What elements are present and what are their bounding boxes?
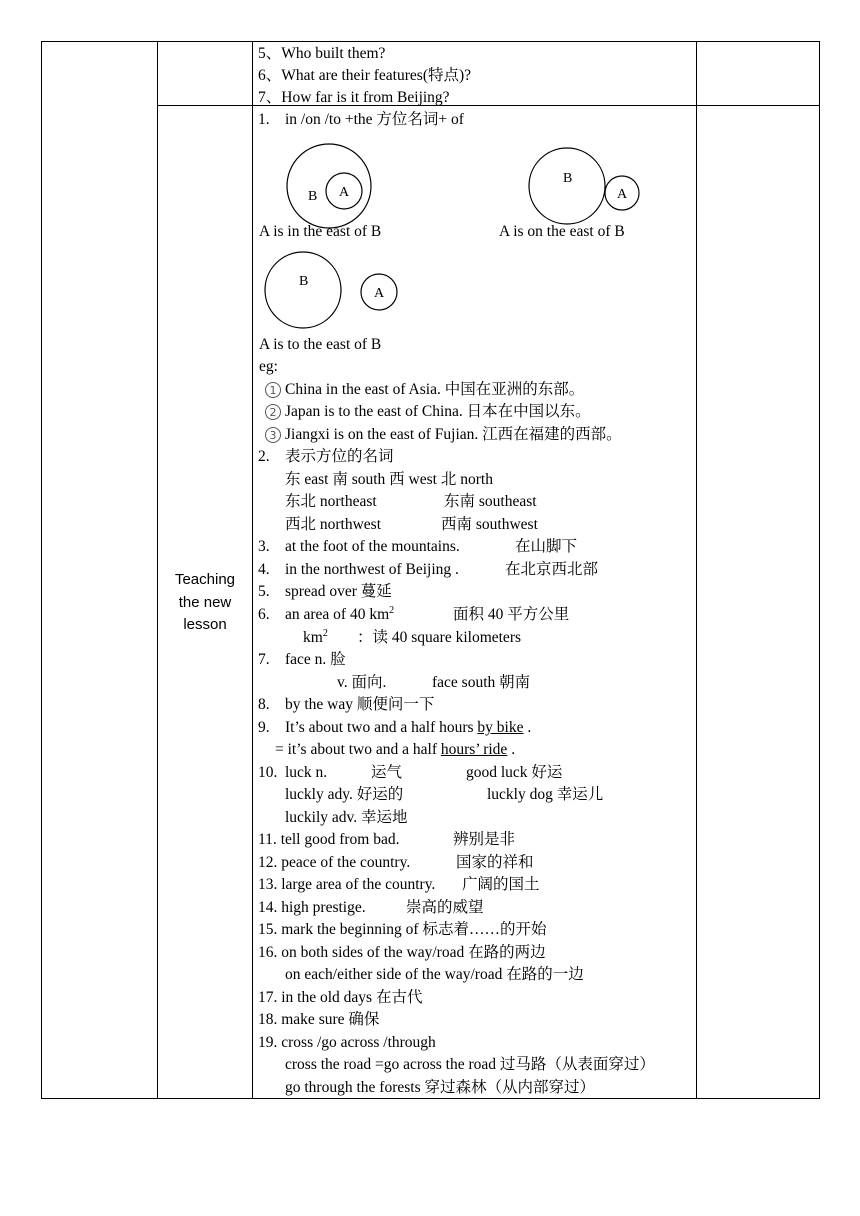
item-7-verb: v. 面向.: [337, 674, 387, 691]
directions-row-1: 东 east 南 south 西 west 北 north: [285, 471, 493, 488]
item-19-cross: cross the road =go across the road 过马路（从表面穿过）: [285, 1056, 655, 1073]
item-19-through: go through the forests 穿过森林（从内部穿过）: [285, 1079, 595, 1096]
item-6-english: [285, 606, 394, 624]
item-2-text: 表示方位的名词: [285, 448, 394, 465]
item-16: [258, 944, 546, 962]
label-b: B: [299, 274, 309, 289]
item-9b-underlined: hours’ ride: [440, 741, 508, 758]
item-3-english: at the foot of the mountains.: [285, 538, 460, 555]
item-5-text: spread over 蔓延: [285, 583, 392, 600]
item-10-luckly: luckly ady. 好运的: [285, 786, 404, 803]
item-7-example: face south 朝南: [432, 674, 531, 691]
item-15: [258, 921, 546, 939]
table-border-right: [819, 41, 820, 1099]
table-divider-2: [252, 41, 253, 1099]
diagram-on: [521, 144, 643, 228]
item-14-english: high prestige.: [281, 899, 366, 916]
item-1-text: in /on /to +the 方位名词+ of: [285, 111, 464, 128]
item-6-area: an area of 40 km: [285, 606, 390, 623]
example-1-text: China in the east of Asia. 中国在亚洲的东部。: [285, 381, 585, 398]
item-7-number: 7.: [258, 651, 270, 668]
item-7-noun: face n. 脸: [285, 651, 346, 668]
section-label: [158, 569, 252, 637]
question-5: 5、Who built them?: [258, 45, 386, 62]
label-line-1: Teaching: [174, 571, 236, 588]
item-6-number: 6.: [258, 606, 270, 623]
label-b: B: [308, 189, 318, 204]
caption-to: A is to the east of B: [259, 336, 382, 353]
superscript: 2: [322, 627, 328, 639]
direction-northwest: 西北 northwest: [285, 516, 382, 533]
item-9-underlined: by bike: [477, 719, 524, 736]
item-6-reading: ：读 40 square kilometers: [357, 629, 522, 646]
circle-number-3: 3: [265, 427, 281, 443]
item-9b-text: = it’s about two and a half: [275, 741, 441, 758]
circle-number-2: 2: [265, 404, 281, 420]
label-b: B: [563, 171, 573, 186]
item-12-english: peace of the country.: [281, 854, 411, 871]
direction-southeast: 东南 southeast: [444, 493, 537, 510]
table-border-top: [41, 41, 820, 42]
item-19: [258, 1034, 436, 1052]
diagram-in: [281, 141, 381, 233]
item-14: [258, 899, 366, 917]
item-3-number: 3.: [258, 538, 270, 555]
table-divider-3: [696, 41, 697, 1099]
label-a: A: [617, 187, 628, 202]
item-9-number: 9.: [258, 719, 270, 736]
example-3-text: Jiangxi is on the east of Fujian. 江西在福建的西部。: [285, 426, 622, 443]
caption-in: A is in the east of B: [259, 223, 382, 240]
circle-number-1: 1: [265, 382, 281, 398]
item-18-text: make sure 确保: [281, 1011, 380, 1028]
caption-on: A is on the east of B: [499, 223, 625, 240]
item-18-number: 18.: [258, 1011, 278, 1028]
item-19-text: cross /go across /through: [281, 1034, 436, 1051]
item-4-english: in the northwest of Beijing .: [285, 561, 459, 578]
lesson-table: [41, 41, 820, 1099]
item-6-chinese: 面积 40 平方公里: [453, 606, 570, 623]
item-10-luckily: luckily adv. 幸运地: [285, 809, 408, 826]
item-14-number: 14.: [258, 899, 278, 916]
question-6: 6、What are their features(特点)?: [258, 67, 472, 84]
item-8-number: 8.: [258, 696, 270, 713]
item-19-number: 19.: [258, 1034, 278, 1051]
item-13: [258, 876, 435, 894]
item-11-chinese: 辨别是非: [453, 831, 516, 848]
example-3: [265, 426, 622, 444]
item-10-number: 10.: [258, 764, 278, 781]
item-13-english: large area of the country.: [281, 876, 436, 893]
circle-b-large: [529, 148, 605, 224]
item-13-number: 13.: [258, 876, 278, 893]
item-16-line-2: on each/either side of the way/road 在路的一边: [285, 966, 584, 983]
item-12-number: 12.: [258, 854, 278, 871]
item-8-text: by the way 顺便问一下: [285, 696, 435, 713]
superscript: 2: [389, 604, 395, 616]
direction-northeast: 东北 northeast: [285, 493, 377, 510]
item-11-number: 11.: [258, 831, 277, 848]
table-border-left: [41, 41, 42, 1099]
item-9-line-2: [275, 741, 515, 759]
item-4-number: 4.: [258, 561, 270, 578]
item-5-number: 5.: [258, 583, 270, 600]
table-border-bottom: [41, 1098, 820, 1099]
circle-b-large: [287, 144, 371, 228]
item-3-chinese: 在山脚下: [515, 538, 578, 555]
label-line-3: lesson: [183, 616, 227, 633]
item-14-chinese: 崇高的威望: [406, 899, 484, 916]
row-divider: [157, 105, 820, 106]
item-9-end: .: [523, 719, 532, 736]
label-a: A: [339, 185, 350, 200]
item-10-luck-cn: 运气: [371, 764, 403, 781]
label-line-2: the new: [178, 593, 232, 611]
item-10-luckly-dog: luckly dog 幸运儿: [487, 786, 604, 803]
item-12: [258, 854, 410, 872]
item-15-text: mark the beginning of 标志着……的开始: [281, 921, 547, 938]
item-18: [258, 1011, 379, 1029]
item-13-chinese: 广阔的国土: [462, 876, 540, 893]
eg-label: eg:: [259, 358, 278, 375]
item-9-line-1: [285, 719, 531, 737]
item-2-number: 2.: [258, 448, 270, 465]
item-6-unit: [303, 629, 328, 647]
label-a: A: [374, 286, 385, 301]
question-7: 7、How far is it from Beijing?: [258, 89, 450, 106]
example-1: [265, 381, 584, 399]
item-17-number: 17.: [258, 989, 278, 1006]
unit-km: km: [303, 629, 323, 646]
direction-southwest: 西南 southwest: [441, 516, 538, 533]
diagram-to: [259, 249, 405, 331]
example-2-text: Japan is to the east of China. 日本在中国以东。: [285, 403, 591, 420]
circle-b-large: [265, 252, 341, 328]
item-17: [258, 989, 422, 1007]
item-16-text: on both sides of the way/road 在路的两边: [281, 944, 546, 961]
item-11: [258, 831, 400, 849]
item-9-text: It’s about two and a half hours: [285, 719, 478, 736]
item-17-text: in the old days 在古代: [281, 989, 423, 1006]
item-9b-end: .: [507, 741, 516, 758]
item-10-luck: luck n.: [285, 764, 328, 781]
item-10-good-luck: good luck 好运: [466, 764, 563, 781]
example-2: [265, 403, 591, 421]
item-15-number: 15.: [258, 921, 278, 938]
item-4-chinese: 在北京西北部: [505, 561, 599, 578]
item-12-chinese: 国家的祥和: [456, 854, 534, 871]
item-16-number: 16.: [258, 944, 278, 961]
item-11-english: tell good from bad.: [280, 831, 400, 848]
item-1-number: 1.: [258, 111, 270, 128]
